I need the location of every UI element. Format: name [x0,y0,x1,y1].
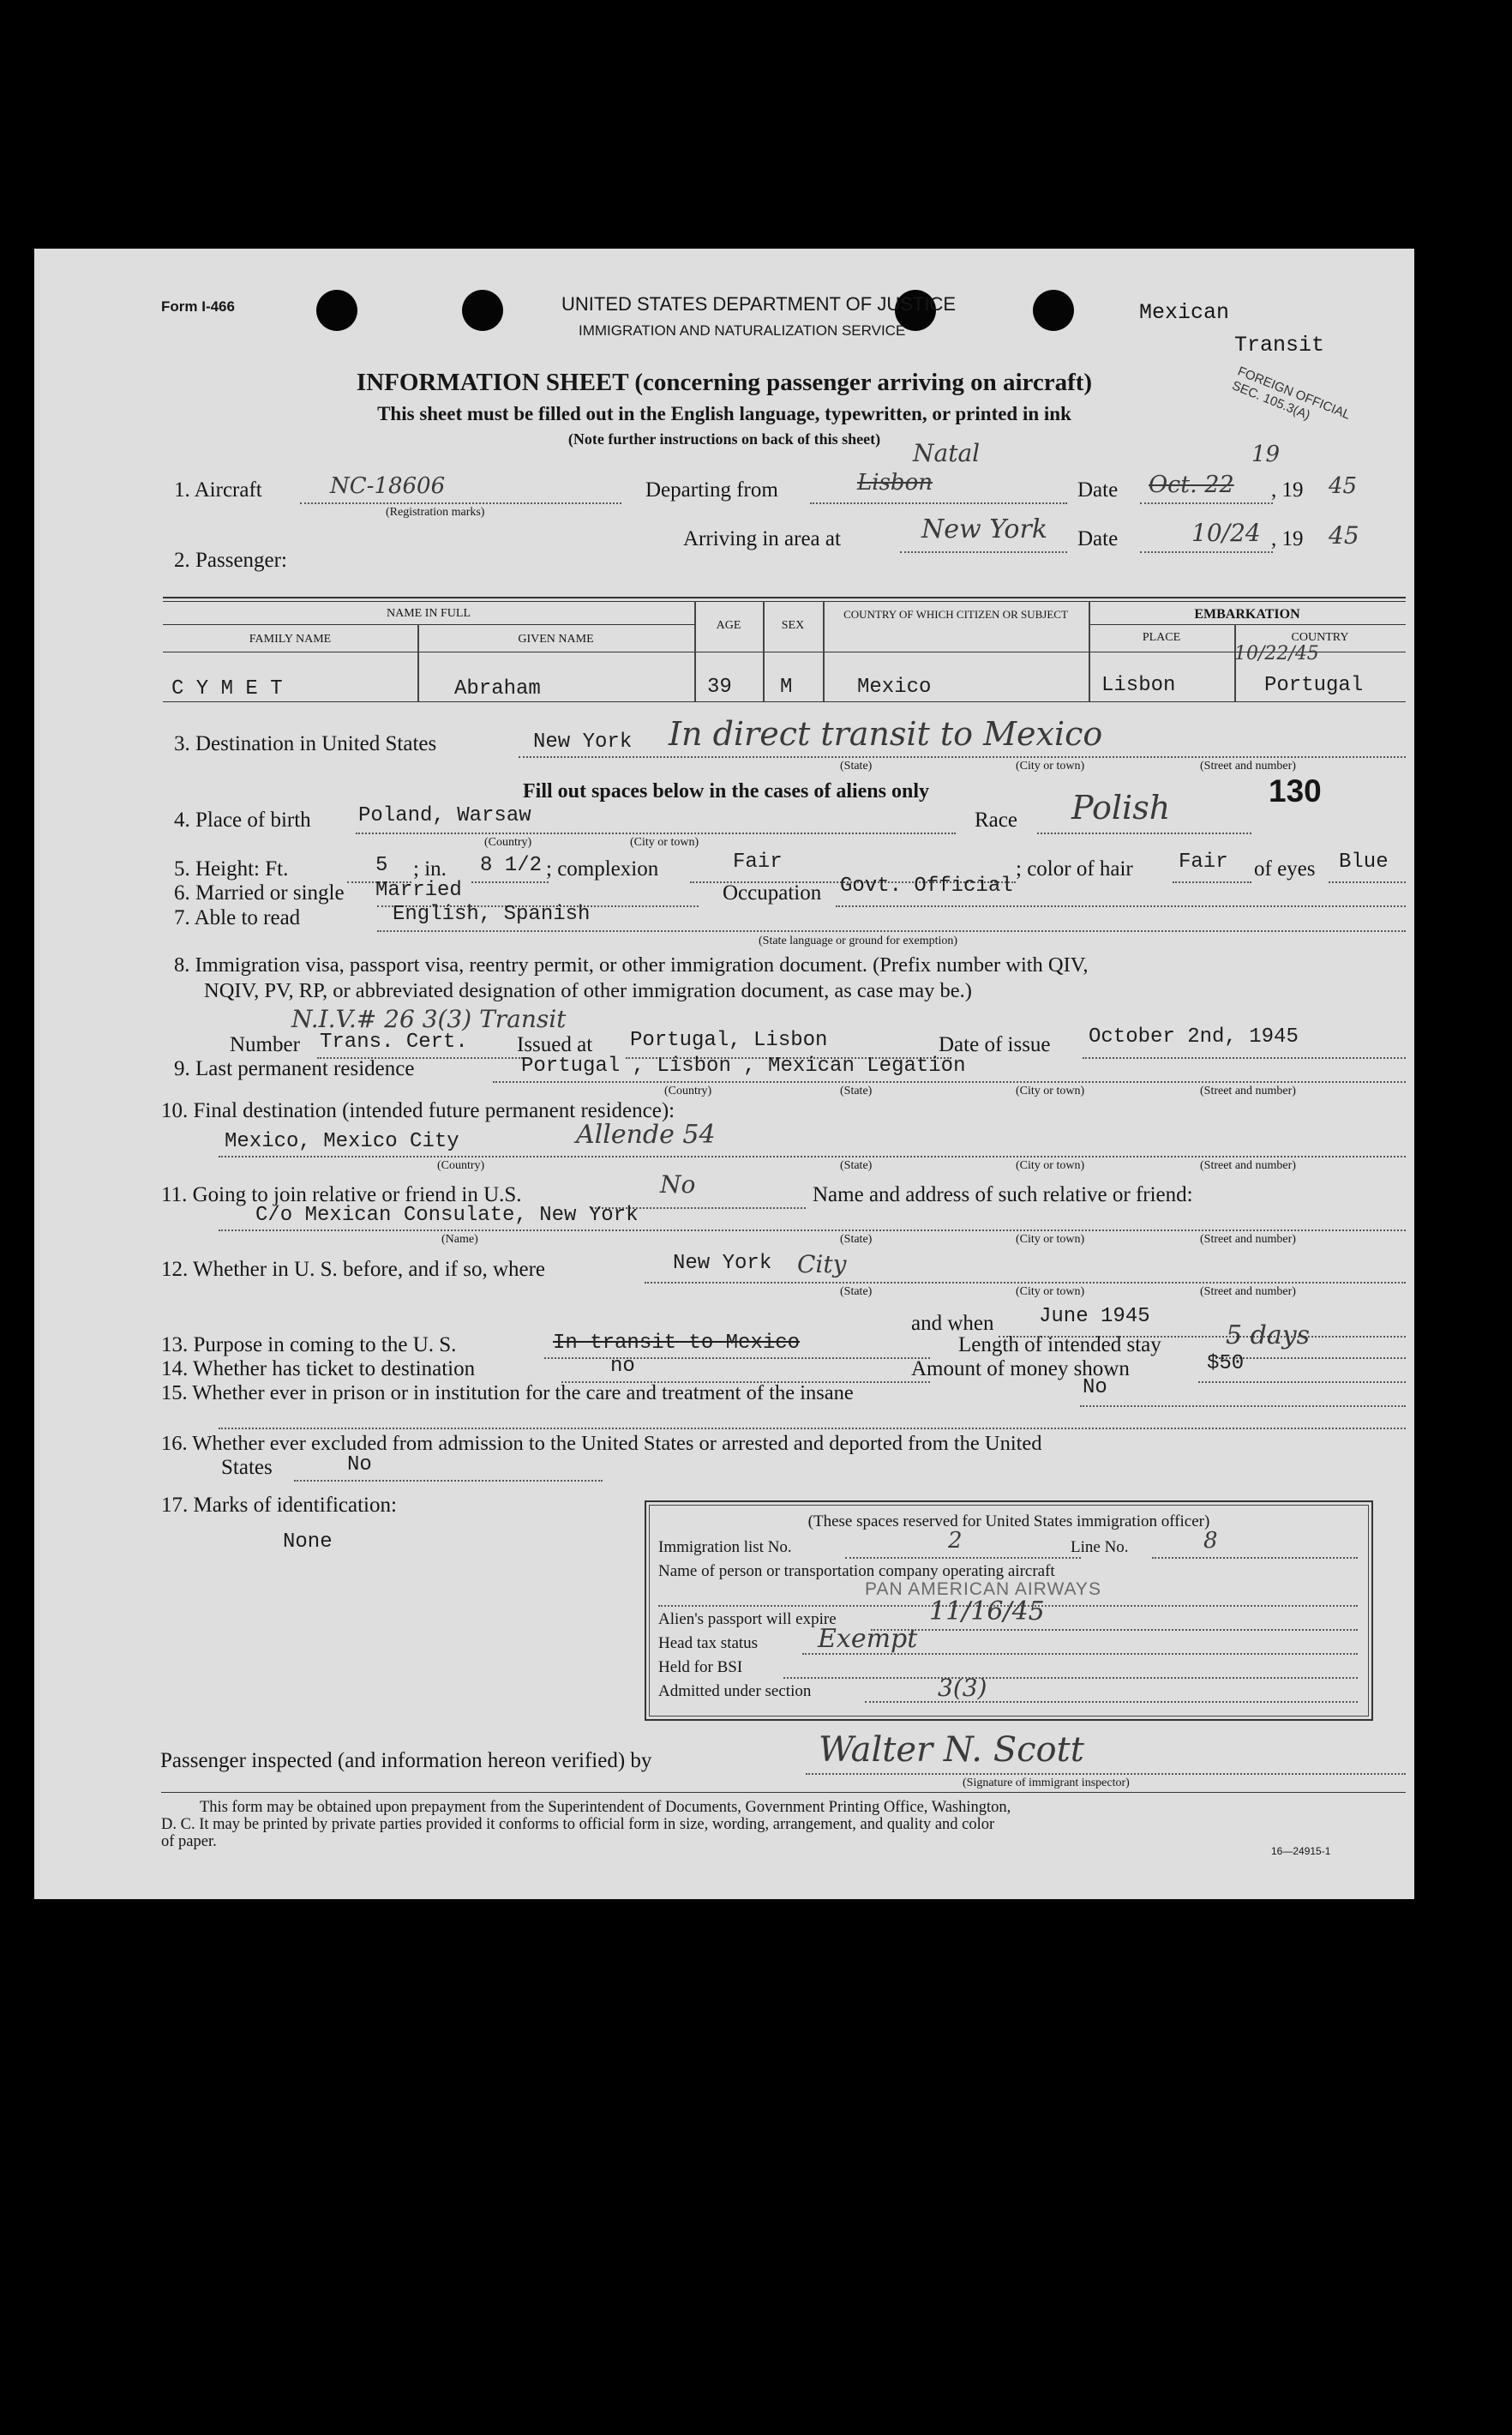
before-value: New York [673,1252,772,1275]
join-value: C/o Mexican Consulate, New York [255,1204,639,1227]
residence-sub-country: (Country) [664,1085,712,1097]
annotation-transit: Transit [1234,333,1325,358]
form-note: (Note further instructions on back of this sheet) [567,430,881,448]
hair-label: ; color of hair [1016,857,1133,881]
visa-date-value: October 2nd, 1945 [1089,1025,1299,1049]
form-title: INFORMATION SHEET (concerning passenger arriving on aircraft) [356,369,1093,396]
list-no-label: Immigration list No. [658,1538,792,1556]
inspector-signature: Walter N. Scott [819,1730,1084,1770]
officer-box [645,1500,1373,1721]
married-label: 6. Married or single [174,881,345,905]
final-sub-street: (Street and number) [1200,1159,1296,1172]
arrival-date-value: 10/24 [1191,519,1261,547]
arriving-value: New York [921,514,1047,544]
before-sub-street: (Street and number) [1200,1285,1296,1298]
final-destination-handwritten: Allende 54 [576,1120,716,1150]
form-number: Form I-466 [161,298,235,315]
visa-label-2: NQIV, PV, RP, or abbreviated designation of other immigration document, as case may be.) [204,979,972,1002]
visa-handwritten: N.I.V.# 26 3(3) Transit [291,1005,567,1033]
destination-value: New York [533,730,633,754]
ticket-label: 14. Whether has ticket to destination [161,1357,476,1380]
service-title: IMMIGRATION AND NATURALIZATION SERVICE [579,322,906,339]
marks-value: None [283,1530,333,1554]
excluded-label-1: 16. Whether ever excluded from admission to the United States or arrested and deported from the United [161,1432,1042,1455]
footer-line-1: This form may be obtained upon prepayment from the Superintendent of Documents, Government Printing Office, Washington, [200,1799,1011,1816]
admitted-label: Admitted under section [658,1682,812,1700]
residence-sub-city: (City or town) [1016,1085,1085,1097]
residence-sub-state: (State) [840,1085,873,1097]
final-destination-value: Mexico, Mexico City [225,1130,459,1153]
bsi-label: Held for BSI [658,1658,743,1676]
citizen-of-value: Mexico [857,676,932,699]
birth-value: Poland, Warsaw [358,804,531,827]
ticket-value: no [610,1355,635,1378]
departing-value: Natal [913,439,981,467]
arriving-label: Arriving in area at [683,527,841,550]
arrival-date-label: Date [1077,527,1119,550]
number-130: 130 [1269,773,1322,809]
height-label: 5. Height: Ft. [174,857,289,881]
before-sub-state: (State) [840,1285,873,1298]
married-value: Married [375,879,462,902]
occupation-label: Occupation [723,881,822,905]
final-sub-city: (City or town) [1016,1159,1085,1172]
year-value: 45 [1329,473,1358,499]
excluded-label-2: States [221,1456,273,1479]
visa-label-1: 8. Immigration visa, passport visa, reentry permit, or other immigration document. (Prefix number with QIV, [174,953,1089,977]
inspector-sublabel: (Signature of immigrant inspector) [963,1777,1130,1789]
emb-country-value: Portugal [1264,674,1364,697]
name-in-full-header: NAME IN FULL [387,607,471,620]
punch-hole-2 [462,290,503,331]
family-name-header: FAMILY NAME [249,633,332,646]
visa-number-label: Number [230,1033,300,1056]
annotation-mexican: Mexican [1139,300,1230,325]
marks-label: 17. Marks of identification: [161,1494,397,1517]
foreign-official-stamp: FOREIGN OFFICIAL SEC. 105.3(A) [1229,364,1353,424]
join-answer: No [660,1170,696,1199]
punch-hole-1 [316,290,357,331]
sex-header: SEX [781,619,805,632]
stay-label: Length of intended stay [958,1333,1161,1356]
list-no-value: 2 [948,1528,963,1554]
admitted-value: 3(3) [938,1674,987,1702]
citizen-country-header: COUNTRY OF WHICH CITIZEN OR SUBJECT [843,608,1068,621]
purpose-value: In transit to Mexico [553,1332,801,1355]
hair-value: Fair [1179,851,1228,874]
form-sheet [34,249,1414,1899]
arrival-year-prefix: , 19 [1271,527,1304,550]
residence-value: Portugal , Lisbon , Mexican Legation [521,1055,966,1078]
line-no-value: 8 [1203,1528,1218,1554]
embarkation-header: EMBARKATION [1194,607,1300,622]
join-sub-state: (State) [840,1233,873,1246]
aircraft-label: 1. Aircraft [174,478,262,502]
complexion-label: ; complexion [546,857,659,881]
residence-label: 9. Last permanent residence [174,1057,415,1080]
join-sub-name: (Name) [441,1233,478,1246]
registration-sublabel: (Registration marks) [386,506,485,519]
company-value: PAN AMERICAN AIRWAYS [865,1579,1101,1599]
year-prefix: , 19 [1271,478,1304,502]
before-when-label: and when [911,1312,994,1335]
passport-label: Alien's passport will expire [658,1610,837,1628]
before-label: 12. Whether in U. S. before, and if so, where [161,1258,546,1281]
destination-sub-state: (State) [840,760,873,773]
company-label: Name of person or transportation company operating aircraft [658,1562,1055,1580]
read-sublabel: (State language or ground for exemption) [759,935,958,947]
punch-hole-4 [1033,290,1074,331]
birth-label: 4. Place of birth [174,809,311,832]
money-value: $50 [1207,1352,1245,1375]
join-sub-city: (City or town) [1016,1233,1085,1246]
birth-sub-city: (City or town) [630,836,699,849]
arrival-year-value: 45 [1329,521,1359,550]
join-label: 11. Going to join relative or friend in U.S. [161,1183,522,1206]
inspected-label: Passenger inspected (and information hereon verified) by [160,1749,652,1772]
purpose-label: 13. Purpose in coming to the U. S. [161,1333,457,1356]
height-feet: 5 [375,854,388,877]
departing-struck: Lisbon [857,470,933,496]
given-name-value: Abraham [454,677,541,700]
emb-date-note: 10/22/45 [1234,643,1319,664]
tax-value: Exempt [818,1624,918,1654]
race-label: Race [975,809,1017,832]
final-sub-country: (Country) [437,1159,485,1172]
eyes-value: Blue [1339,851,1389,874]
aliens-note: Fill out spaces below in the cases of aliens only [523,780,930,803]
residence-sub-street: (Street and number) [1200,1085,1296,1097]
money-label: Amount of money shown [911,1357,1130,1380]
destination-handwritten: In direct transit to Mexico [669,715,1103,753]
read-label: 7. Able to read [174,906,301,929]
footer-line-2: D. C. It may be printed by private parties provided it conforms to official form in size, wording, arrangement, and quality and color [161,1816,995,1833]
prison-value: No [1083,1376,1107,1399]
visa-issued-value: Portugal, Lisbon [630,1029,828,1052]
before-when-value: June 1945 [1039,1305,1150,1328]
join-sub-street: (Street and number) [1200,1233,1296,1246]
emb-country-header: COUNTRY [1291,631,1349,644]
birth-sub-country: (Country) [484,836,532,849]
race-value: Polish [1071,789,1171,827]
date-value: 19 [1251,442,1281,467]
occupation-value: Govt. Official [840,875,1013,898]
given-name-header: GIVEN NAME [518,633,594,646]
destination-sub-city: (City or town) [1016,760,1085,773]
age-header: AGE [716,619,741,632]
footer-code: 16—24915-1 [1271,1845,1331,1857]
footer-line-3: of paper. [161,1833,217,1850]
final-destination-label: 10. Final destination (intended future permanent residence): [161,1099,675,1122]
line-no-label: Line No. [1071,1538,1129,1556]
stay-value: 5 days [1226,1320,1311,1350]
visa-number-value: Trans. Cert. [320,1031,468,1054]
department-title: UNITED STATES DEPARTMENT OF JUSTICE [561,293,957,315]
prison-label: 15. Whether ever in prison or in institution for the care and treatment of the insane [161,1381,854,1404]
passport-value: 11/16/45 [929,1596,1045,1626]
visa-issued-label: Issued at [517,1033,593,1056]
final-sub-state: (State) [840,1159,873,1172]
form-subtitle: This sheet must be filled out in the English language, typewritten, or printed in ink [377,403,1071,424]
officer-box-header: (These spaces reserved for United States immigration officer) [807,1512,1210,1530]
date-label: Date [1077,478,1119,502]
emb-place-value: Lisbon [1101,674,1176,697]
read-value: English, Spanish [393,903,591,926]
departing-label: Departing from [645,478,778,502]
complexion-value: Fair [733,851,783,874]
before-hand: City [797,1250,847,1278]
tax-label: Head tax status [658,1634,759,1652]
destination-sub-street: (Street and number) [1200,760,1296,773]
visa-date-label: Date of issue [939,1033,1051,1056]
inches-label: ; in. [413,857,447,881]
eyes-label: of eyes [1254,857,1316,881]
join-name-address-label: Name and address of such relative or friend: [813,1183,1193,1206]
before-sub-city: (City or town) [1016,1285,1085,1298]
excluded-value: No [347,1453,372,1476]
place-header: PLACE [1142,631,1181,644]
family-name-value: C Y M E T [171,677,283,700]
aircraft-value: NC-18606 [330,473,446,499]
sex-value: M [780,676,793,699]
age-value: 39 [707,676,732,699]
height-inches: 8 1/2 [480,854,543,877]
passenger-label: 2. Passenger: [174,549,287,572]
date-struck: Oct. 22 [1149,472,1234,498]
destination-label: 3. Destination in United States [174,732,437,755]
